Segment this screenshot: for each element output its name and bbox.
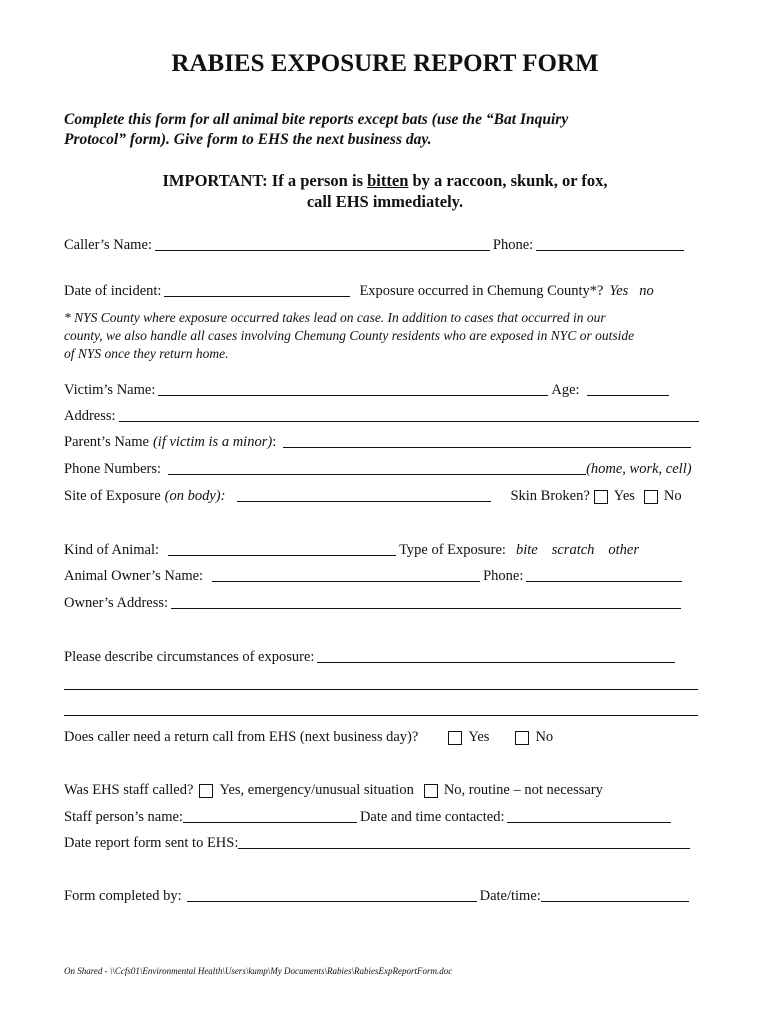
date-report-sent-field[interactable] (238, 835, 690, 849)
age-field[interactable] (587, 382, 669, 396)
return-call-no-label: No (535, 729, 554, 745)
parents-name-label: Parent’s Name (64, 434, 149, 450)
parents-name-note: (if victim is a minor) (152, 434, 273, 450)
important-bitten: bitten (367, 171, 409, 190)
completed-date-time-label: Date/time: (479, 888, 541, 904)
age-label: Age: (551, 382, 580, 398)
kind-of-animal-field[interactable] (168, 542, 396, 556)
row-staff (64, 809, 674, 826)
row-ehs-called (64, 782, 603, 799)
victims-name-label: Victim’s Name: (64, 382, 156, 398)
skin-broken-no-checkbox[interactable] (644, 490, 658, 504)
form-title: RABIES EXPOSURE REPORT FORM (171, 50, 599, 77)
exposure-other-option[interactable]: other (608, 542, 640, 558)
skin-broken-yes-checkbox[interactable] (594, 490, 608, 504)
phone-types-note: (home, work, cell) (586, 461, 692, 477)
form-completed-by-field[interactable] (187, 888, 477, 902)
skin-broken-label: Skin Broken? (510, 488, 590, 504)
county-no-option[interactable]: no (639, 283, 654, 299)
describe-line-2[interactable] (64, 689, 698, 690)
owner-phone-field[interactable] (526, 568, 682, 582)
row-owner-address (64, 595, 684, 612)
important-prefix: IMPORTANT: If a person is (162, 171, 368, 190)
site-of-exposure-field[interactable] (237, 488, 491, 502)
exposure-county-label: Exposure occurred in Chemung County*? (359, 283, 604, 299)
row-owner (64, 568, 685, 585)
row-report-sent (64, 835, 693, 852)
return-call-no-checkbox[interactable] (515, 731, 529, 745)
caller-phone-label: Phone: (492, 237, 534, 253)
describe-circumstances-label: Please describe circumstances of exposure: (64, 649, 315, 665)
row-caller (64, 237, 687, 254)
date-time-contacted-field[interactable] (507, 809, 671, 823)
row-animal (64, 542, 639, 559)
parents-name-field[interactable] (283, 434, 691, 448)
address-label: Address: (64, 408, 116, 424)
footnote-line-3: of NYS once they return home. (64, 346, 229, 361)
owners-address-label: Owner’s Address: (64, 595, 169, 611)
exposure-scratch-option[interactable]: scratch (551, 542, 595, 558)
on-body-note: (on body): (164, 488, 226, 504)
row-incident (64, 283, 654, 300)
row-parent (64, 434, 694, 451)
county-yes-option[interactable]: Yes (609, 283, 629, 299)
row-phone-numbers (64, 461, 692, 478)
kind-of-animal-label: Kind of Animal: (64, 542, 160, 558)
row-describe (64, 649, 678, 666)
form-completed-by-label: Form completed by: (64, 888, 182, 904)
site-of-exposure-label: Site of Exposure (64, 488, 161, 504)
caller-phone-field[interactable] (536, 237, 684, 251)
callers-name-label: Caller’s Name: (64, 237, 152, 253)
footnote-line-2: county, we also handle all cases involving Chemung County residents who are exposed in NYC or outside (64, 328, 635, 343)
ehs-called-yes-checkbox[interactable] (199, 784, 213, 798)
important-notice (0, 171, 770, 191)
important-notice-line-2: call EHS immediately. (306, 192, 464, 211)
victims-name-field[interactable] (158, 382, 548, 396)
exposure-bite-option[interactable]: bite (515, 542, 538, 558)
ehs-called-no-checkbox[interactable] (424, 784, 438, 798)
parents-name-colon: : (272, 434, 277, 450)
row-completed-by (64, 888, 692, 905)
return-call-label: Does caller need a return call from EHS (next business day)? (64, 729, 419, 745)
important-suffix: by a raccoon, skunk, or fox, (408, 171, 608, 190)
callers-name-field[interactable] (155, 237, 490, 251)
staff-name-label: Staff person’s name: (64, 809, 183, 825)
owners-address-field[interactable] (171, 595, 681, 609)
intro-line-1: Complete this form for all animal bite reports except bats (use the “Bat Inquiry (64, 111, 569, 128)
skin-broken-no-label: No (663, 488, 682, 504)
describe-circumstances-field[interactable] (317, 649, 675, 663)
animal-owners-name-field[interactable] (212, 568, 480, 582)
row-return-call (64, 729, 553, 746)
completed-date-time-field[interactable] (541, 888, 689, 902)
return-call-yes-checkbox[interactable] (448, 731, 462, 745)
date-of-incident-field[interactable] (164, 283, 350, 297)
return-call-yes-label: Yes (468, 729, 490, 745)
row-victim (64, 382, 672, 399)
row-site (64, 488, 682, 505)
ehs-called-label: Was EHS staff called? (64, 782, 194, 798)
animal-owners-name-label: Animal Owner’s Name: (64, 568, 204, 584)
row-address (64, 408, 702, 425)
date-of-incident-label: Date of incident: (64, 283, 162, 299)
address-field[interactable] (119, 408, 699, 422)
date-time-contacted-label: Date and time contacted: (359, 809, 505, 825)
intro-line-2: Protocol” form). Give form to EHS the next business day. (64, 131, 432, 148)
owner-phone-label: Phone: (483, 568, 524, 584)
ehs-called-no-label: No, routine – not necessary (443, 782, 603, 798)
phone-numbers-field[interactable] (168, 461, 586, 475)
phone-numbers-label: Phone Numbers: (64, 461, 162, 477)
footer-file-path: On Shared - \\Ccfs01\Environmental Health\Users\kump\My Documents\Rabies\RabiesExpReportForm.doc (64, 966, 453, 976)
date-report-sent-label: Date report form sent to EHS: (64, 835, 239, 851)
ehs-called-yes-label: Yes, emergency/unusual situation (219, 782, 414, 798)
describe-line-3[interactable] (64, 715, 698, 716)
footnote-line-1: * NYS County where exposure occurred takes lead on case. In addition to cases that occurred in our (64, 310, 606, 325)
staff-name-field[interactable] (183, 809, 357, 823)
skin-broken-yes-label: Yes (613, 488, 635, 504)
type-of-exposure-label: Type of Exposure: (399, 542, 506, 558)
